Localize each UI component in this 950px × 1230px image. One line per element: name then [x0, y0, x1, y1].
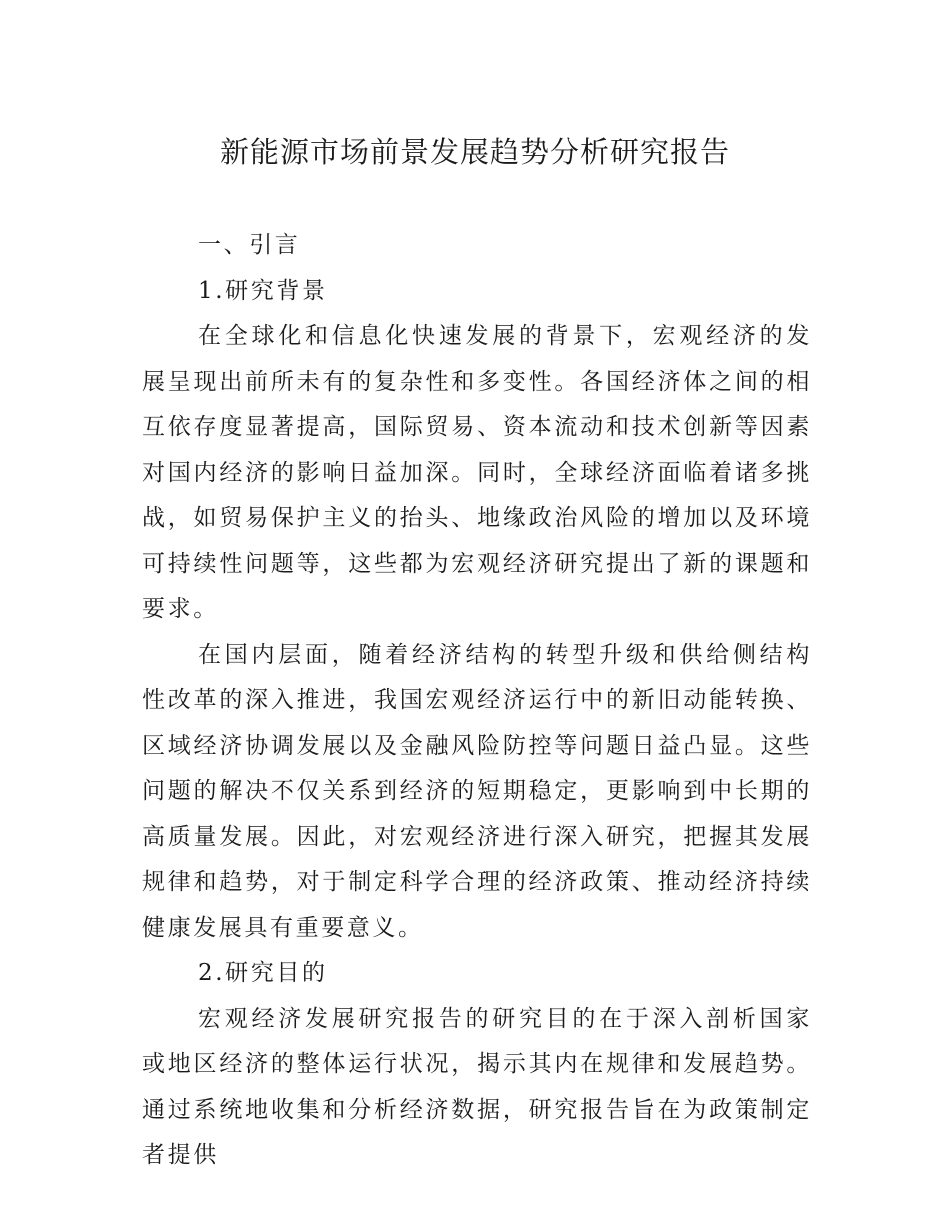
- paragraph-background-2: 在国内层面，随着经济结构的转型升级和供给侧结构性改革的深入推进，我国宏观经济运行中的新旧动能转换、区域经济协调发展以及金融风险防控等问题日益凸显。这些问题的解决不仅关系到经济的短期稳定，更影响到中长期的高质量发展。因此，对宏观经济进行深入研究，把握其发展规律和趋势，对于制定科学合理的经济政策、推动经济持续健康发展具有重要意义。: [142, 641, 812, 941]
- section-heading-introduction: 一、引言: [198, 232, 301, 258]
- document-title: 新能源市场前景发展趋势分析研究报告: [219, 135, 730, 170]
- subsection-heading-research-purpose: 2.研究目的: [198, 960, 328, 986]
- document-body: [142, 223, 812, 1179]
- paragraph-background-1: 在全球化和信息化快速发展的背景下，宏观经济的发展呈现出前所未有的复杂性和多变性。各国经济体之间的相互依存度显著提高，国际贸易、资本流动和技术创新等因素对国内经济的影响日益加深。同时，全球经济面临着诸多挑战，如贸易保护主义的抬头、地缘政治风险的增加以及环境可持续性问题等，这些都为宏观经济研究提出了新的课题和要求。: [142, 323, 812, 622]
- paragraph-purpose-1: 宏观经济发展研究报告的研究目的在于深入剖析国家或地区经济的整体运行状况，揭示其内在规律和发展趋势。通过系统地收集和分析经济数据，研究报告旨在为政策制定者提供: [142, 1005, 812, 1168]
- subsection-heading-research-background: 1.研究背景: [198, 277, 328, 304]
